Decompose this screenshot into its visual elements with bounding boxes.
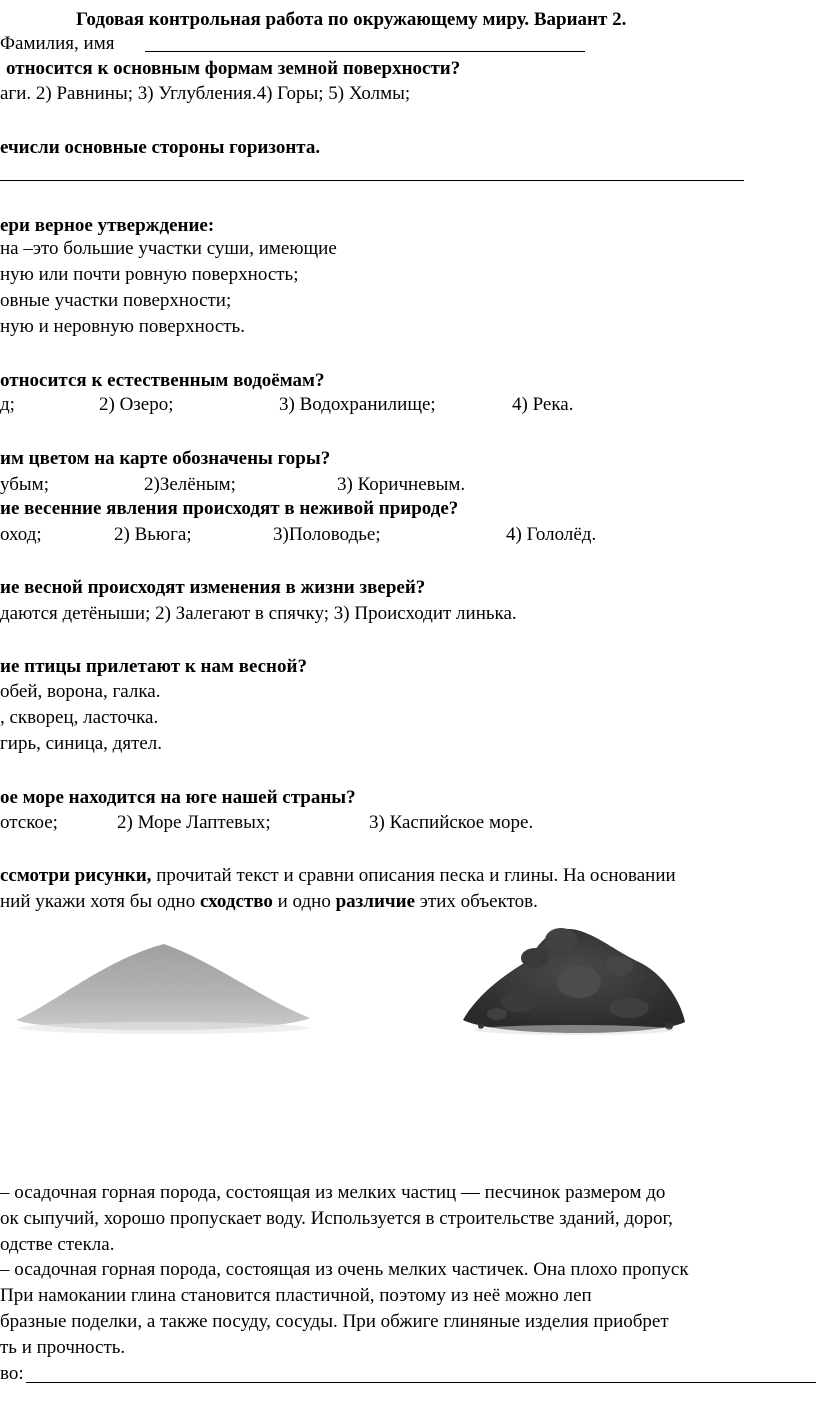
similarity-answer-line[interactable]	[26, 1382, 816, 1383]
sand-pile-image	[14, 938, 314, 1038]
q4-option-1: д;	[0, 394, 15, 415]
q9-option-2: 2) Море Лаптевых;	[117, 812, 271, 833]
similarity-label: во:	[0, 1363, 24, 1384]
q10-intro	[0, 865, 676, 887]
q9-option-3: 3) Каспийское море.	[369, 812, 534, 833]
q9-question: ое море находится на юге нашей страны?	[0, 787, 356, 808]
q6-option-2: 2) Вьюга;	[114, 524, 192, 545]
q5-option-1: убым;	[0, 474, 49, 495]
sand-text-3: одстве стекла.	[0, 1234, 115, 1255]
q3-option-1: на –это большие участки суши, имеющие	[0, 238, 337, 259]
clay-text-1: – осадочная горная порода, состоящая из очень мелких частичек. Она плохо пропуск	[0, 1259, 689, 1280]
clay-text-3: бразные поделки, а также посуду, сосуды. При обжиге глиняные изделия приобрет	[0, 1311, 669, 1332]
clay-text-4: ть и прочность.	[0, 1337, 126, 1358]
q10-intro-rest: прочитай текст и сравни описания песка и глины. На основании	[151, 865, 676, 886]
page-title: Годовая контрольная работа по окружающему миру. Вариант 2.	[76, 9, 627, 30]
q10-intro-bold: ссмотри рисунки,	[0, 865, 152, 886]
sand-text-2: ок сыпучий, хорошо пропускает воду. Используется в строительстве зданий, дорог,	[0, 1208, 673, 1229]
q6-option-3: 3)Половодье;	[273, 524, 381, 545]
name-answer-line[interactable]	[145, 51, 585, 52]
q6-option-1: оход;	[0, 524, 42, 545]
q4-option-2: 2) Озеро;	[99, 394, 174, 415]
q8-option-1: обей, ворона, галка.	[0, 681, 161, 702]
q6-question: ие весенние явления происходят в неживой природе?	[0, 498, 459, 519]
q2-answer-line[interactable]	[0, 180, 744, 181]
sand-text-1: – осадочная горная порода, состоящая из мелких частиц — песчинок размером до	[0, 1182, 666, 1203]
q5-option-3: 3) Коричневым.	[337, 474, 466, 495]
q6-option-4: 4) Гололёд.	[506, 524, 597, 545]
q9-option-1: отское;	[0, 812, 58, 833]
q5-question: им цветом на карте обозначены горы?	[0, 448, 331, 469]
q7-options: даются детёныши; 2) Залегают в спячку; 3) Происходит линька.	[0, 603, 517, 624]
q10-word-similarity: сходство	[199, 891, 273, 912]
q8-option-2: , скворец, ласточка.	[0, 707, 159, 728]
q10-word-difference: различие	[335, 891, 416, 912]
q1-options: аги. 2) Равнины; 3) Углубления.4) Горы; 5) Холмы;	[0, 83, 411, 104]
q8-option-3: гирь, синица, дятел.	[0, 733, 163, 754]
q4-option-4: 4) Река.	[512, 394, 574, 415]
q10-instr-e: этих объектов.	[415, 891, 538, 912]
q10-instr-c: и одно	[272, 891, 336, 912]
q8-question: ие птицы прилетают к нам весной?	[0, 656, 307, 677]
name-label: Фамилия, имя	[0, 33, 115, 54]
clay-text-2: При намокании глина становится пластичной, поэтому из неё можно леп	[0, 1285, 592, 1306]
q2-question: ечисли основные стороны горизонта.	[0, 137, 321, 158]
q3-option-4: ную и неровную поверхность.	[0, 316, 245, 337]
q3-question: ери верное утверждение:	[0, 215, 215, 236]
q5-option-2: 2)Зелёным;	[144, 474, 236, 495]
clay-pile-image	[459, 922, 689, 1042]
q4-question: относится к естественным водоёмам?	[0, 370, 325, 391]
q3-option-3: овные участки поверхности;	[0, 290, 232, 311]
q1-question: относится к основным формам земной поверхности?	[6, 58, 461, 79]
q10-instr-a: ний укажи хотя бы одно	[0, 891, 200, 912]
q3-option-2: ную или почти ровную поверхность;	[0, 264, 299, 285]
q10-instruction	[0, 891, 538, 913]
q4-option-3: 3) Водохранилище;	[279, 394, 436, 415]
q7-question: ие весной происходят изменения в жизни зверей?	[0, 577, 426, 598]
